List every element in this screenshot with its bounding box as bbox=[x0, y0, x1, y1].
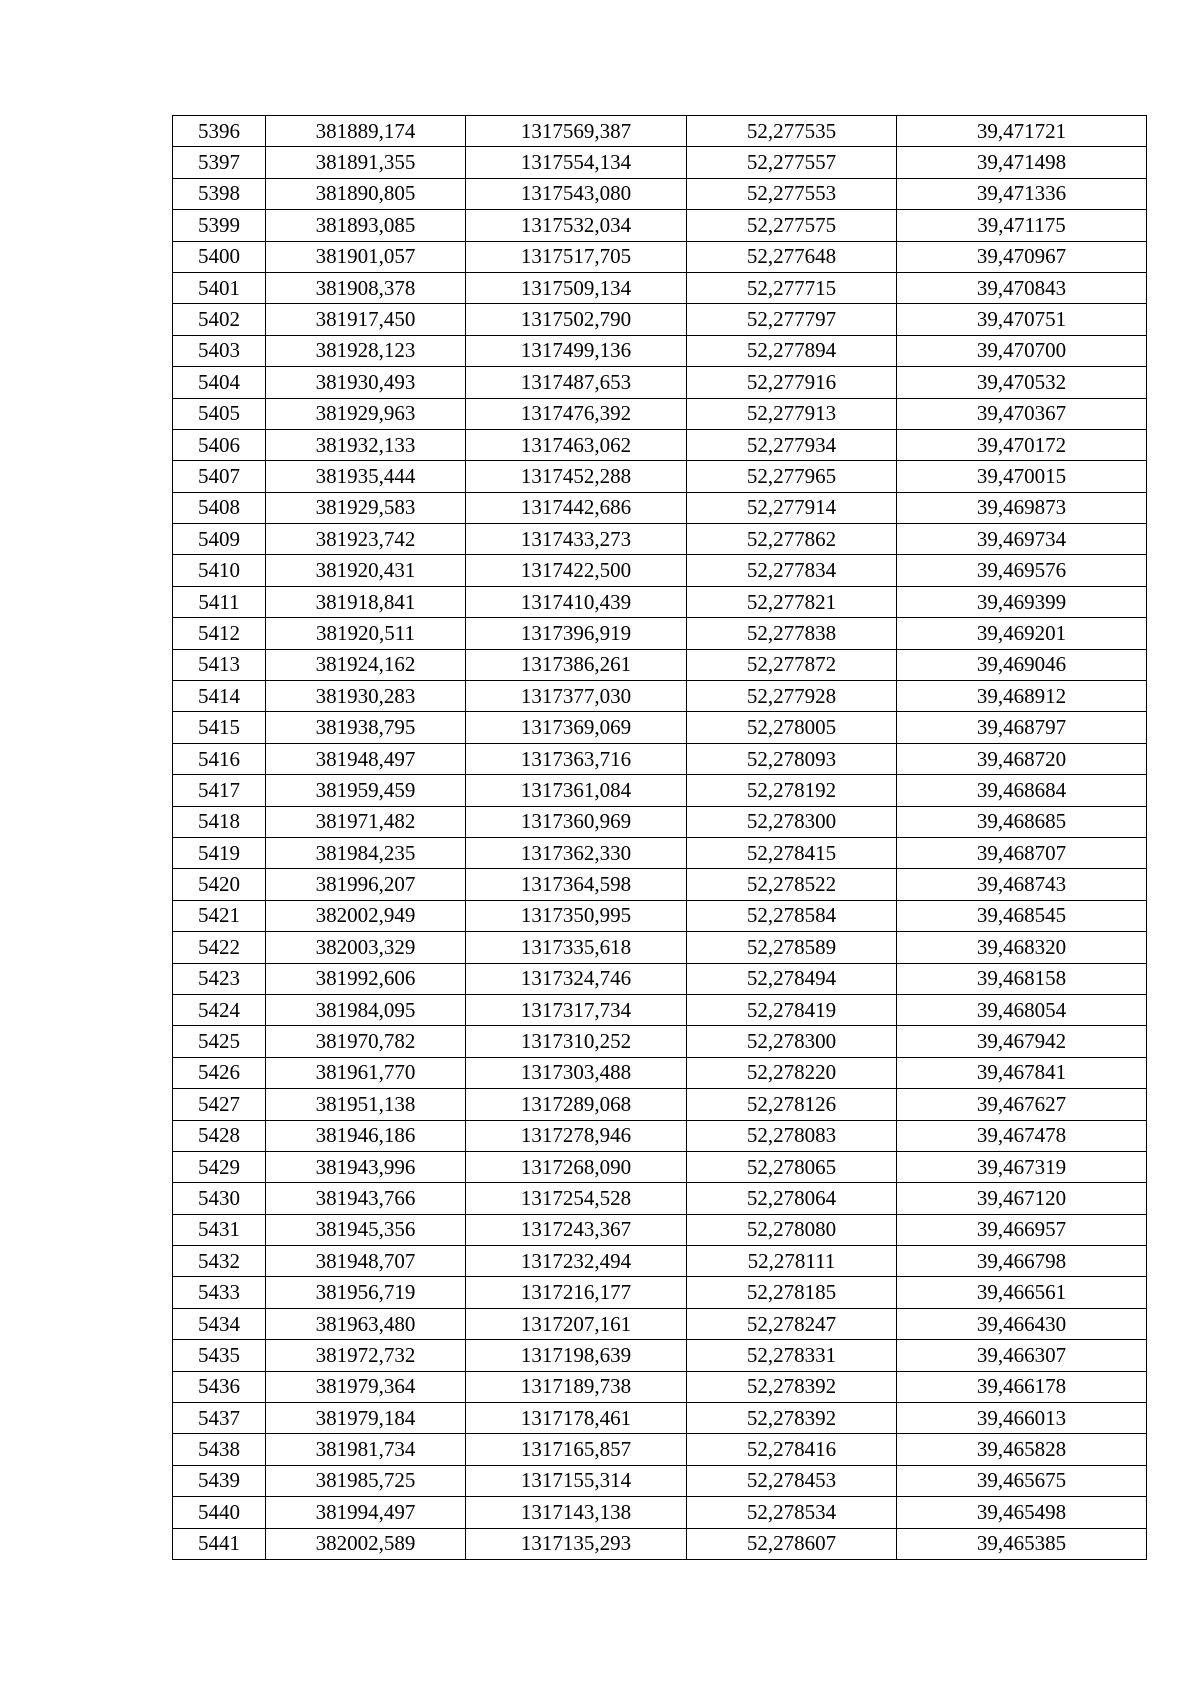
latitude-cell: 52,278064 bbox=[687, 1183, 897, 1214]
latitude-cell: 52,278093 bbox=[687, 743, 897, 774]
latitude-cell: 52,278392 bbox=[687, 1403, 897, 1434]
point-number-cell: 5412 bbox=[173, 618, 266, 649]
point-number-cell: 5405 bbox=[173, 398, 266, 429]
table-row bbox=[173, 210, 1147, 241]
y-coordinate-cell: 1317487,653 bbox=[466, 367, 687, 398]
table-row bbox=[173, 524, 1147, 555]
y-coordinate-cell: 1317386,261 bbox=[466, 649, 687, 680]
x-coordinate-cell: 381956,719 bbox=[266, 1277, 466, 1308]
y-coordinate-cell: 1317377,030 bbox=[466, 681, 687, 712]
latitude-cell: 52,278453 bbox=[687, 1465, 897, 1496]
latitude-cell: 52,278300 bbox=[687, 806, 897, 837]
point-number-cell: 5420 bbox=[173, 869, 266, 900]
point-number-cell: 5414 bbox=[173, 681, 266, 712]
table-row bbox=[173, 304, 1147, 335]
point-number-cell: 5422 bbox=[173, 932, 266, 963]
x-coordinate-cell: 381930,283 bbox=[266, 681, 466, 712]
x-coordinate-cell: 382002,589 bbox=[266, 1528, 466, 1559]
table-row bbox=[173, 1528, 1147, 1559]
point-number-cell: 5401 bbox=[173, 272, 266, 303]
x-coordinate-cell: 382003,329 bbox=[266, 932, 466, 963]
table-row bbox=[173, 272, 1147, 303]
longitude-cell: 39,470843 bbox=[897, 272, 1147, 303]
point-number-cell: 5416 bbox=[173, 743, 266, 774]
latitude-cell: 52,277648 bbox=[687, 241, 897, 272]
longitude-cell: 39,470532 bbox=[897, 367, 1147, 398]
table-row bbox=[173, 806, 1147, 837]
x-coordinate-cell: 381984,095 bbox=[266, 994, 466, 1025]
point-number-cell: 5423 bbox=[173, 963, 266, 994]
y-coordinate-cell: 1317135,293 bbox=[466, 1528, 687, 1559]
latitude-cell: 52,278607 bbox=[687, 1528, 897, 1559]
x-coordinate-cell: 381930,493 bbox=[266, 367, 466, 398]
latitude-cell: 52,278083 bbox=[687, 1120, 897, 1151]
latitude-cell: 52,278005 bbox=[687, 712, 897, 743]
longitude-cell: 39,470751 bbox=[897, 304, 1147, 335]
x-coordinate-cell: 381981,734 bbox=[266, 1434, 466, 1465]
table-row bbox=[173, 1497, 1147, 1528]
x-coordinate-cell: 381890,805 bbox=[266, 178, 466, 209]
x-coordinate-cell: 382002,949 bbox=[266, 900, 466, 931]
longitude-cell: 39,465385 bbox=[897, 1528, 1147, 1559]
longitude-cell: 39,469201 bbox=[897, 618, 1147, 649]
point-number-cell: 5436 bbox=[173, 1371, 266, 1402]
latitude-cell: 52,277913 bbox=[687, 398, 897, 429]
table-row bbox=[173, 1434, 1147, 1465]
point-number-cell: 5428 bbox=[173, 1120, 266, 1151]
y-coordinate-cell: 1317369,069 bbox=[466, 712, 687, 743]
table-row bbox=[173, 900, 1147, 931]
table-row bbox=[173, 649, 1147, 680]
latitude-cell: 52,277862 bbox=[687, 524, 897, 555]
x-coordinate-cell: 381908,378 bbox=[266, 272, 466, 303]
latitude-cell: 52,278534 bbox=[687, 1497, 897, 1528]
latitude-cell: 52,278080 bbox=[687, 1214, 897, 1245]
latitude-cell: 52,277928 bbox=[687, 681, 897, 712]
longitude-cell: 39,466430 bbox=[897, 1308, 1147, 1339]
y-coordinate-cell: 1317543,080 bbox=[466, 178, 687, 209]
latitude-cell: 52,278416 bbox=[687, 1434, 897, 1465]
table-row bbox=[173, 1403, 1147, 1434]
point-number-cell: 5400 bbox=[173, 241, 266, 272]
y-coordinate-cell: 1317189,738 bbox=[466, 1371, 687, 1402]
coordinates-table-body bbox=[173, 116, 1147, 1560]
y-coordinate-cell: 1317303,488 bbox=[466, 1057, 687, 1088]
table-row bbox=[173, 932, 1147, 963]
longitude-cell: 39,468797 bbox=[897, 712, 1147, 743]
point-number-cell: 5410 bbox=[173, 555, 266, 586]
y-coordinate-cell: 1317350,995 bbox=[466, 900, 687, 931]
longitude-cell: 39,467478 bbox=[897, 1120, 1147, 1151]
y-coordinate-cell: 1317554,134 bbox=[466, 147, 687, 178]
x-coordinate-cell: 381929,963 bbox=[266, 398, 466, 429]
point-number-cell: 5411 bbox=[173, 586, 266, 617]
latitude-cell: 52,277916 bbox=[687, 367, 897, 398]
y-coordinate-cell: 1317360,969 bbox=[466, 806, 687, 837]
table-row bbox=[173, 1183, 1147, 1214]
y-coordinate-cell: 1317178,461 bbox=[466, 1403, 687, 1434]
point-number-cell: 5408 bbox=[173, 492, 266, 523]
y-coordinate-cell: 1317509,134 bbox=[466, 272, 687, 303]
y-coordinate-cell: 1317363,716 bbox=[466, 743, 687, 774]
y-coordinate-cell: 1317362,330 bbox=[466, 837, 687, 868]
table-row bbox=[173, 743, 1147, 774]
x-coordinate-cell: 381938,795 bbox=[266, 712, 466, 743]
table-row bbox=[173, 1246, 1147, 1277]
latitude-cell: 52,278185 bbox=[687, 1277, 897, 1308]
table-row bbox=[173, 681, 1147, 712]
table-row bbox=[173, 869, 1147, 900]
longitude-cell: 39,466307 bbox=[897, 1340, 1147, 1371]
x-coordinate-cell: 381961,770 bbox=[266, 1057, 466, 1088]
longitude-cell: 39,471336 bbox=[897, 178, 1147, 209]
point-number-cell: 5432 bbox=[173, 1246, 266, 1277]
y-coordinate-cell: 1317364,598 bbox=[466, 869, 687, 900]
x-coordinate-cell: 381945,356 bbox=[266, 1214, 466, 1245]
longitude-cell: 39,469399 bbox=[897, 586, 1147, 617]
table-row bbox=[173, 555, 1147, 586]
point-number-cell: 5399 bbox=[173, 210, 266, 241]
x-coordinate-cell: 381920,511 bbox=[266, 618, 466, 649]
longitude-cell: 39,468720 bbox=[897, 743, 1147, 774]
longitude-cell: 39,467942 bbox=[897, 1026, 1147, 1057]
longitude-cell: 39,468545 bbox=[897, 900, 1147, 931]
longitude-cell: 39,471721 bbox=[897, 116, 1147, 147]
x-coordinate-cell: 381918,841 bbox=[266, 586, 466, 617]
y-coordinate-cell: 1317232,494 bbox=[466, 1246, 687, 1277]
longitude-cell: 39,468054 bbox=[897, 994, 1147, 1025]
longitude-cell: 39,468158 bbox=[897, 963, 1147, 994]
point-number-cell: 5397 bbox=[173, 147, 266, 178]
point-number-cell: 5431 bbox=[173, 1214, 266, 1245]
x-coordinate-cell: 381946,186 bbox=[266, 1120, 466, 1151]
latitude-cell: 52,278192 bbox=[687, 775, 897, 806]
y-coordinate-cell: 1317216,177 bbox=[466, 1277, 687, 1308]
table-row bbox=[173, 1214, 1147, 1245]
longitude-cell: 39,467319 bbox=[897, 1151, 1147, 1182]
point-number-cell: 5438 bbox=[173, 1434, 266, 1465]
longitude-cell: 39,468684 bbox=[897, 775, 1147, 806]
point-number-cell: 5427 bbox=[173, 1089, 266, 1120]
y-coordinate-cell: 1317361,084 bbox=[466, 775, 687, 806]
y-coordinate-cell: 1317422,500 bbox=[466, 555, 687, 586]
x-coordinate-cell: 381963,480 bbox=[266, 1308, 466, 1339]
latitude-cell: 52,278220 bbox=[687, 1057, 897, 1088]
latitude-cell: 52,278331 bbox=[687, 1340, 897, 1371]
table-row bbox=[173, 178, 1147, 209]
latitude-cell: 52,277715 bbox=[687, 272, 897, 303]
longitude-cell: 39,468320 bbox=[897, 932, 1147, 963]
latitude-cell: 52,278522 bbox=[687, 869, 897, 900]
x-coordinate-cell: 381948,497 bbox=[266, 743, 466, 774]
table-row bbox=[173, 367, 1147, 398]
coordinates-table bbox=[172, 115, 1147, 1560]
y-coordinate-cell: 1317442,686 bbox=[466, 492, 687, 523]
y-coordinate-cell: 1317476,392 bbox=[466, 398, 687, 429]
y-coordinate-cell: 1317502,790 bbox=[466, 304, 687, 335]
x-coordinate-cell: 381891,355 bbox=[266, 147, 466, 178]
longitude-cell: 39,470700 bbox=[897, 335, 1147, 366]
longitude-cell: 39,470172 bbox=[897, 429, 1147, 460]
latitude-cell: 52,278111 bbox=[687, 1246, 897, 1277]
y-coordinate-cell: 1317254,528 bbox=[466, 1183, 687, 1214]
longitude-cell: 39,466561 bbox=[897, 1277, 1147, 1308]
y-coordinate-cell: 1317452,288 bbox=[466, 461, 687, 492]
x-coordinate-cell: 381943,996 bbox=[266, 1151, 466, 1182]
table-row bbox=[173, 775, 1147, 806]
latitude-cell: 52,278589 bbox=[687, 932, 897, 963]
point-number-cell: 5440 bbox=[173, 1497, 266, 1528]
y-coordinate-cell: 1317143,138 bbox=[466, 1497, 687, 1528]
table-row bbox=[173, 1089, 1147, 1120]
latitude-cell: 52,278584 bbox=[687, 900, 897, 931]
x-coordinate-cell: 381948,707 bbox=[266, 1246, 466, 1277]
point-number-cell: 5429 bbox=[173, 1151, 266, 1182]
table-row bbox=[173, 1308, 1147, 1339]
point-number-cell: 5418 bbox=[173, 806, 266, 837]
longitude-cell: 39,470367 bbox=[897, 398, 1147, 429]
point-number-cell: 5403 bbox=[173, 335, 266, 366]
point-number-cell: 5424 bbox=[173, 994, 266, 1025]
point-number-cell: 5421 bbox=[173, 900, 266, 931]
latitude-cell: 52,278300 bbox=[687, 1026, 897, 1057]
point-number-cell: 5425 bbox=[173, 1026, 266, 1057]
x-coordinate-cell: 381924,162 bbox=[266, 649, 466, 680]
point-number-cell: 5415 bbox=[173, 712, 266, 743]
longitude-cell: 39,466798 bbox=[897, 1246, 1147, 1277]
x-coordinate-cell: 381985,725 bbox=[266, 1465, 466, 1496]
x-coordinate-cell: 381928,123 bbox=[266, 335, 466, 366]
point-number-cell: 5407 bbox=[173, 461, 266, 492]
x-coordinate-cell: 381932,133 bbox=[266, 429, 466, 460]
table-row bbox=[173, 1120, 1147, 1151]
latitude-cell: 52,277575 bbox=[687, 210, 897, 241]
latitude-cell: 52,278419 bbox=[687, 994, 897, 1025]
table-row bbox=[173, 1026, 1147, 1057]
table-row bbox=[173, 398, 1147, 429]
y-coordinate-cell: 1317569,387 bbox=[466, 116, 687, 147]
latitude-cell: 52,277914 bbox=[687, 492, 897, 523]
longitude-cell: 39,468707 bbox=[897, 837, 1147, 868]
table-row bbox=[173, 241, 1147, 272]
longitude-cell: 39,468685 bbox=[897, 806, 1147, 837]
point-number-cell: 5409 bbox=[173, 524, 266, 555]
longitude-cell: 39,466013 bbox=[897, 1403, 1147, 1434]
latitude-cell: 52,277557 bbox=[687, 147, 897, 178]
y-coordinate-cell: 1317268,090 bbox=[466, 1151, 687, 1182]
longitude-cell: 39,468743 bbox=[897, 869, 1147, 900]
x-coordinate-cell: 381935,444 bbox=[266, 461, 466, 492]
table-row bbox=[173, 1151, 1147, 1182]
longitude-cell: 39,469046 bbox=[897, 649, 1147, 680]
longitude-cell: 39,470967 bbox=[897, 241, 1147, 272]
point-number-cell: 5430 bbox=[173, 1183, 266, 1214]
point-number-cell: 5426 bbox=[173, 1057, 266, 1088]
point-number-cell: 5437 bbox=[173, 1403, 266, 1434]
point-number-cell: 5439 bbox=[173, 1465, 266, 1496]
x-coordinate-cell: 381984,235 bbox=[266, 837, 466, 868]
longitude-cell: 39,466957 bbox=[897, 1214, 1147, 1245]
point-number-cell: 5406 bbox=[173, 429, 266, 460]
x-coordinate-cell: 381917,450 bbox=[266, 304, 466, 335]
latitude-cell: 52,278065 bbox=[687, 1151, 897, 1182]
x-coordinate-cell: 381971,482 bbox=[266, 806, 466, 837]
point-number-cell: 5398 bbox=[173, 178, 266, 209]
x-coordinate-cell: 381979,184 bbox=[266, 1403, 466, 1434]
y-coordinate-cell: 1317289,068 bbox=[466, 1089, 687, 1120]
x-coordinate-cell: 381901,057 bbox=[266, 241, 466, 272]
table-row bbox=[173, 712, 1147, 743]
longitude-cell: 39,470015 bbox=[897, 461, 1147, 492]
table-row bbox=[173, 994, 1147, 1025]
y-coordinate-cell: 1317410,439 bbox=[466, 586, 687, 617]
longitude-cell: 39,465828 bbox=[897, 1434, 1147, 1465]
x-coordinate-cell: 381951,138 bbox=[266, 1089, 466, 1120]
x-coordinate-cell: 381889,174 bbox=[266, 116, 466, 147]
table-row bbox=[173, 1057, 1147, 1088]
y-coordinate-cell: 1317165,857 bbox=[466, 1434, 687, 1465]
latitude-cell: 52,277894 bbox=[687, 335, 897, 366]
latitude-cell: 52,277535 bbox=[687, 116, 897, 147]
table-row bbox=[173, 492, 1147, 523]
y-coordinate-cell: 1317433,273 bbox=[466, 524, 687, 555]
latitude-cell: 52,277872 bbox=[687, 649, 897, 680]
y-coordinate-cell: 1317517,705 bbox=[466, 241, 687, 272]
point-number-cell: 5435 bbox=[173, 1340, 266, 1371]
x-coordinate-cell: 381979,364 bbox=[266, 1371, 466, 1402]
longitude-cell: 39,471175 bbox=[897, 210, 1147, 241]
latitude-cell: 52,277553 bbox=[687, 178, 897, 209]
latitude-cell: 52,277934 bbox=[687, 429, 897, 460]
x-coordinate-cell: 381943,766 bbox=[266, 1183, 466, 1214]
y-coordinate-cell: 1317463,062 bbox=[466, 429, 687, 460]
longitude-cell: 39,465498 bbox=[897, 1497, 1147, 1528]
x-coordinate-cell: 381893,085 bbox=[266, 210, 466, 241]
x-coordinate-cell: 381996,207 bbox=[266, 869, 466, 900]
point-number-cell: 5396 bbox=[173, 116, 266, 147]
table-row bbox=[173, 116, 1147, 147]
x-coordinate-cell: 381929,583 bbox=[266, 492, 466, 523]
point-number-cell: 5402 bbox=[173, 304, 266, 335]
y-coordinate-cell: 1317335,618 bbox=[466, 932, 687, 963]
latitude-cell: 52,278392 bbox=[687, 1371, 897, 1402]
table-row bbox=[173, 429, 1147, 460]
longitude-cell: 39,467120 bbox=[897, 1183, 1147, 1214]
x-coordinate-cell: 381920,431 bbox=[266, 555, 466, 586]
y-coordinate-cell: 1317155,314 bbox=[466, 1465, 687, 1496]
table-row bbox=[173, 618, 1147, 649]
x-coordinate-cell: 381994,497 bbox=[266, 1497, 466, 1528]
longitude-cell: 39,467627 bbox=[897, 1089, 1147, 1120]
y-coordinate-cell: 1317317,734 bbox=[466, 994, 687, 1025]
x-coordinate-cell: 381970,782 bbox=[266, 1026, 466, 1057]
table-row bbox=[173, 147, 1147, 178]
table-row bbox=[173, 1371, 1147, 1402]
point-number-cell: 5433 bbox=[173, 1277, 266, 1308]
longitude-cell: 39,469734 bbox=[897, 524, 1147, 555]
table-row bbox=[173, 586, 1147, 617]
point-number-cell: 5419 bbox=[173, 837, 266, 868]
longitude-cell: 39,465675 bbox=[897, 1465, 1147, 1496]
longitude-cell: 39,469576 bbox=[897, 555, 1147, 586]
latitude-cell: 52,278126 bbox=[687, 1089, 897, 1120]
point-number-cell: 5413 bbox=[173, 649, 266, 680]
latitude-cell: 52,278247 bbox=[687, 1308, 897, 1339]
point-number-cell: 5434 bbox=[173, 1308, 266, 1339]
x-coordinate-cell: 381959,459 bbox=[266, 775, 466, 806]
y-coordinate-cell: 1317396,919 bbox=[466, 618, 687, 649]
latitude-cell: 52,277821 bbox=[687, 586, 897, 617]
y-coordinate-cell: 1317207,161 bbox=[466, 1308, 687, 1339]
x-coordinate-cell: 381992,606 bbox=[266, 963, 466, 994]
table-row bbox=[173, 1340, 1147, 1371]
latitude-cell: 52,277965 bbox=[687, 461, 897, 492]
y-coordinate-cell: 1317324,746 bbox=[466, 963, 687, 994]
longitude-cell: 39,469873 bbox=[897, 492, 1147, 523]
point-number-cell: 5441 bbox=[173, 1528, 266, 1559]
longitude-cell: 39,466178 bbox=[897, 1371, 1147, 1402]
y-coordinate-cell: 1317198,639 bbox=[466, 1340, 687, 1371]
table-row bbox=[173, 1277, 1147, 1308]
y-coordinate-cell: 1317310,252 bbox=[466, 1026, 687, 1057]
x-coordinate-cell: 381972,732 bbox=[266, 1340, 466, 1371]
latitude-cell: 52,278415 bbox=[687, 837, 897, 868]
longitude-cell: 39,471498 bbox=[897, 147, 1147, 178]
latitude-cell: 52,277838 bbox=[687, 618, 897, 649]
table-row bbox=[173, 335, 1147, 366]
longitude-cell: 39,468912 bbox=[897, 681, 1147, 712]
longitude-cell: 39,467841 bbox=[897, 1057, 1147, 1088]
table-row bbox=[173, 963, 1147, 994]
y-coordinate-cell: 1317532,034 bbox=[466, 210, 687, 241]
table-row bbox=[173, 837, 1147, 868]
y-coordinate-cell: 1317278,946 bbox=[466, 1120, 687, 1151]
latitude-cell: 52,278494 bbox=[687, 963, 897, 994]
y-coordinate-cell: 1317243,367 bbox=[466, 1214, 687, 1245]
point-number-cell: 5417 bbox=[173, 775, 266, 806]
latitude-cell: 52,277834 bbox=[687, 555, 897, 586]
x-coordinate-cell: 381923,742 bbox=[266, 524, 466, 555]
point-number-cell: 5404 bbox=[173, 367, 266, 398]
table-row bbox=[173, 1465, 1147, 1496]
table-row bbox=[173, 461, 1147, 492]
latitude-cell: 52,277797 bbox=[687, 304, 897, 335]
y-coordinate-cell: 1317499,136 bbox=[466, 335, 687, 366]
